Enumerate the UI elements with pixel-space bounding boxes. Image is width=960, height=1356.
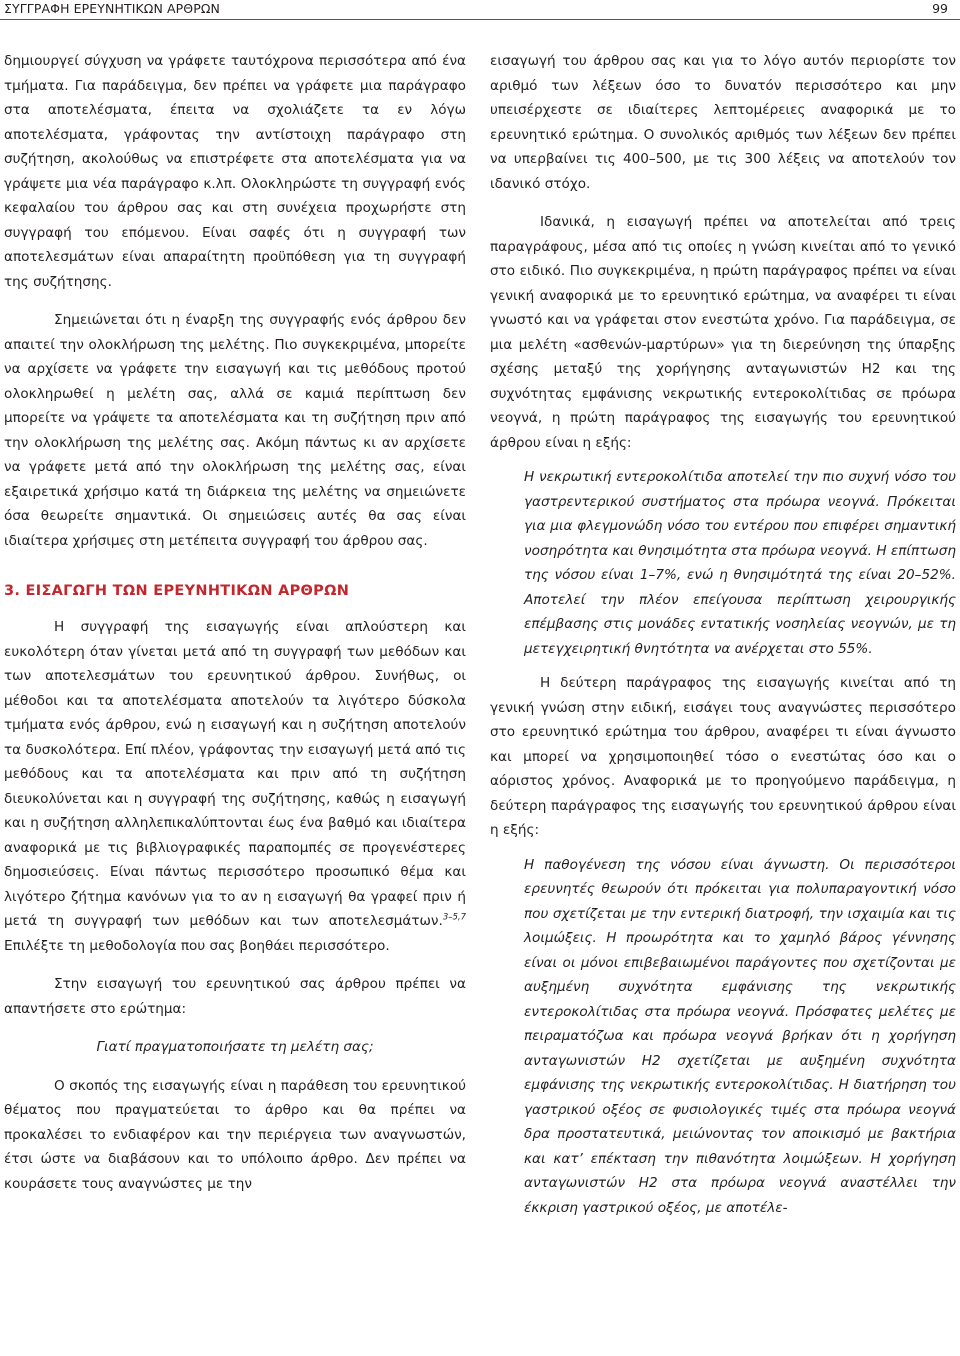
- left-paragraph-1: δημιουργεί σύγχυση να γράφετε ταυτόχρονα περισσότερα από ένα τμήματα. Για παράδειγμα, δεν πρέπει να γράφετε μια παράγραφο στα αποτελέσματα, έπειτα να σχολιάζετε τα εν λόγω αποτελέσματα, γράφοντας την αντίστοιχη παράγραφο στη συζήτηση, ακολούθως να επιστρέφετε στα αποτελέσματα για να γράψετε μια νέα παράγραφο κ.λπ. Ολοκληρώστε τη συγγραφή ενός κεφαλαίου του άρθρου σας και στη συνέχεια προχωρήστε στη συγγραφή του επόμενου. Είναι σαφές ότι η συγγραφή των αποτελεσμάτων είναι απαραίτητη προϋπόθεση για τη συγγραφή της συζήτησης.: [4, 53, 466, 290]
- right-column: [490, 49, 956, 1230]
- left-paragraph-5: Ο σκοπός της εισαγωγής είναι η παράθεση του ερευνητικού θέματος που πραγματεύεται το άρθρο και θα πρέπει να προκαλέσει το ενδιαφέρον και την περιέργεια των αναγνωστών, έτσι ώστε να διαβάσουν και το υπόλοιπο άρθρο. Δεν πρέπει να κουράσετε τους αναγνώστες με την: [4, 1077, 466, 1192]
- running-header: [0, 0, 960, 20]
- left-column: [4, 49, 466, 1196]
- section-heading: 3. ΕΙΣΑΓΩΓΗ ΤΩΝ ΕΡΕΥΝΗΤΙΚΩΝ ΑΡΘΡΩΝ: [4, 583, 350, 599]
- page-number: 99: [932, 1, 948, 16]
- header-rule: [0, 19, 960, 20]
- header-title: ΣΥΓΓΡΑΦΗ ΕΡΕΥΝΗΤΙΚΩΝ ΑΡΘΡΩΝ: [4, 1, 220, 16]
- left-paragraph-4: Στην εισαγωγή του ερευνητικού σας άρθρου πρέπει να απαντήσετε στο ερώτημα:: [4, 976, 466, 1017]
- right-paragraph-2: Ιδανικά, η εισαγωγή πρέπει να αποτελείται από τρεις παραγράφους, μέσα από τις οποίες η γνώση κινείται από το γενικό στο ειδικό. Πιο συγκεκριμένα, η πρώτη παράγραφος πρέπει να είναι γενική αναφορικά με το ερευνητικό ερώτημα, να αναφέρει τι είναι γνωστό και να γράφεται στον ενεστώτα χρόνο. Για παράδειγμα, σε μια μελέτη «ασθενών-μαρτύρων» για τη διερεύνηση της ύπαρξης σχέσης μεταξύ της χορήγησης ανταγωνιστών Η2 και της συχνότητας εμφάνισης νεκρωτικής εντεροκολίτιδας σε πρόωρα νεογνά, η πρώτη παράγραφος της εισαγωγής του ερευνητικού άρθρου είναι η εξής:: [490, 214, 956, 451]
- left-paragraph-2: Σημειώνεται ότι η έναρξη της συγγραφής ενός άρθρου δεν απαιτεί την ολοκλήρωση της μελέτης. Πιο συγκεκριμένα, μπορείτε να αρχίσετε να γράφετε την εισαγωγή και τις μεθόδους προτού ολοκληρωθεί η μελέτη σας, αλλά σε καμιά περίπτωση δεν μπορείτε να γράψετε τα αποτελέσματα και τη συζήτηση πριν από την ολοκλήρωση της μελέτης σας. Ακόμη πάντως κι αν αρχίσετε να γράφετε μετά από την ολοκλήρωση της μελέτης σας, είναι εξαιρετικά χρήσιμο κατά τη διάρκεια της μελέτης να σημειώνετε όσα θεωρείτε σημαντικά. Οι σημειώσεις αυτές θα σας είναι ιδιαίτερα χρήσιμες στη μετέπειτα συγγραφή του άρθρου σας.: [4, 312, 466, 549]
- right-paragraph-1: εισαγωγή του άρθρου σας και για το λόγο αυτόν περιορίστε τον αριθμό των λέξεων όσο το δυνατόν περισσότερο και μην υπεισέρχεστε σε ιδιαίτερες λεπτομέρειες αναφορικά με το ερευνητικό ερώτημα. Ο συνολικός αριθμός των λέξεων δεν πρέπει να υπερβαίνει τις 400–500, με τις 300 λέξεις να αποτελούν τον ιδανικό στόχο.: [490, 53, 956, 192]
- example-quote-1: Η νεκρωτική εντεροκολίτιδα αποτελεί την πιο συχνή νόσο του γαστρεντερικού συστήματος στα πρόωρα νεογνά. Πρόκειται για μια φλεγμονώδη νόσο του εντέρου που επιφέρει σημαντική νοσηρότητα και θνησιμότητα στα πρόωρα νεογνά. Η επίπτωση της νόσου είναι 1–7%, ενώ η θνησιμότητά της είναι 20–52%. Αποτελεί την πλέον επείγουσα περίπτωση χειρουργικής επέμβασης στις μονάδες εντατικής νοσηλείας νεογνών, με τη μετεγχειρητική θνητότητα να ανέρχεται στο 55%.: [524, 469, 956, 657]
- research-question: Γιατί πραγματοποιήσατε τη μελέτη σας;: [96, 1039, 374, 1055]
- right-paragraph-3: Η δεύτερη παράγραφος της εισαγωγής κινείται από τη γενική γνώση στην ειδική, εισάγει τους αναγνώστες περισσότερο στο ερευνητικό ερώτημα του άρθρου, αναφέρει τι είναι άγνωστο και μπορεί να χρησιμοποιηθεί τόσο ο ενεστώτας όσο και ο αόριστος χρόνος. Αναφορικά με το προηγούμενο παράδειγμα, η δεύτερη παράγραφος της εισαγωγής του ερευνητικού άρθρου είναι η εξής:: [490, 675, 956, 838]
- left-paragraph-3: [4, 615, 466, 958]
- left-paragraph-3-text: Η συγγραφή της εισαγωγής είναι απλούστερη και ευκολότερη όταν γίνεται μετά από τη συγγραφή των μεθόδων και των αποτελεσμάτων του ερευνητικού άρθρου. Συνήθως, οι μέθοδοι και τα αποτελέσματα αποτελούν τα λιγότερο δύσκολα τμήματα ενός άρθρου, ενώ η εισαγωγή και η συζήτηση αποτελούν τα δυσκολότερα. Επί πλέον, γράφοντας την εισαγωγή μετά από τις μεθόδους και τα αποτελέσματα και πριν από τη συζήτηση διευκολύνεται και η συγγραφή της συζήτησης, καθώς η εισαγωγή και η συζήτηση αλληλεπικαλύπτονται έως ένα βαθμό και ιδιαίτερα αναφορικά με τις βιβλιογραφικές παραπομπές σε προγενέστερες δημοσιεύσεις. Είναι πάντως περισσότερο προσωπικό θέμα και λιγότερο ζήτημα κανόνων για το αν η εισαγωγή θα γραφεί πριν ή μετά τη συγγραφή των μεθόδων και των αποτελεσμάτων.: [4, 619, 466, 929]
- citation-superscript: 3–5,7: [442, 912, 466, 923]
- example-quote-2: Η παθογένεση της νόσου είναι άγνωστη. Οι περισσότεροι ερευνητές θεωρούν ότι πρόκειται για πολυπαραγοντική νόσο που σχετίζεται με την εντερική διατροφή, την ισχαιμία και τις λοιμώξεις. Η προωρότητα και το χαμηλό βάρος γέννησης είναι οι μόνοι επιβεβαιωμένοι παράγοντες που σχετίζονται με αυξημένη συχνότητα εμφάνισης της νεκρωτικής εντεροκολίτιδας στα πρόωρα νεογνά. Πρόσφατες μελέτες με πειραματόζωα και πρόωρα νεογνά βρήκαν ότι η χορήγηση ανταγωνιστών Η2 σχετίζεται με αυξημένη συχνότητα εμφάνισης της νεκρωτικής εντεροκολίτιδας. Η διατήρηση του γαστρικού οξέος σε φυσιολογικές τιμές στα πρόωρα νεογνά δρα προστατευτικά, μειώνοντας τον αποικισμό με βακτήρια και κατ’ επέκταση την πιθανότητα λοιμώξεων. Η χορήγηση ανταγωνιστών Η2 στα πρόωρα νεογνά αναστέλλει την έκκριση γαστρικού οξέος, με αποτέλε-: [524, 856, 956, 1216]
- left-paragraph-3-end: Επιλέξτε τη μεθοδολογία που σας βοηθάει περισσότερο.: [4, 937, 390, 954]
